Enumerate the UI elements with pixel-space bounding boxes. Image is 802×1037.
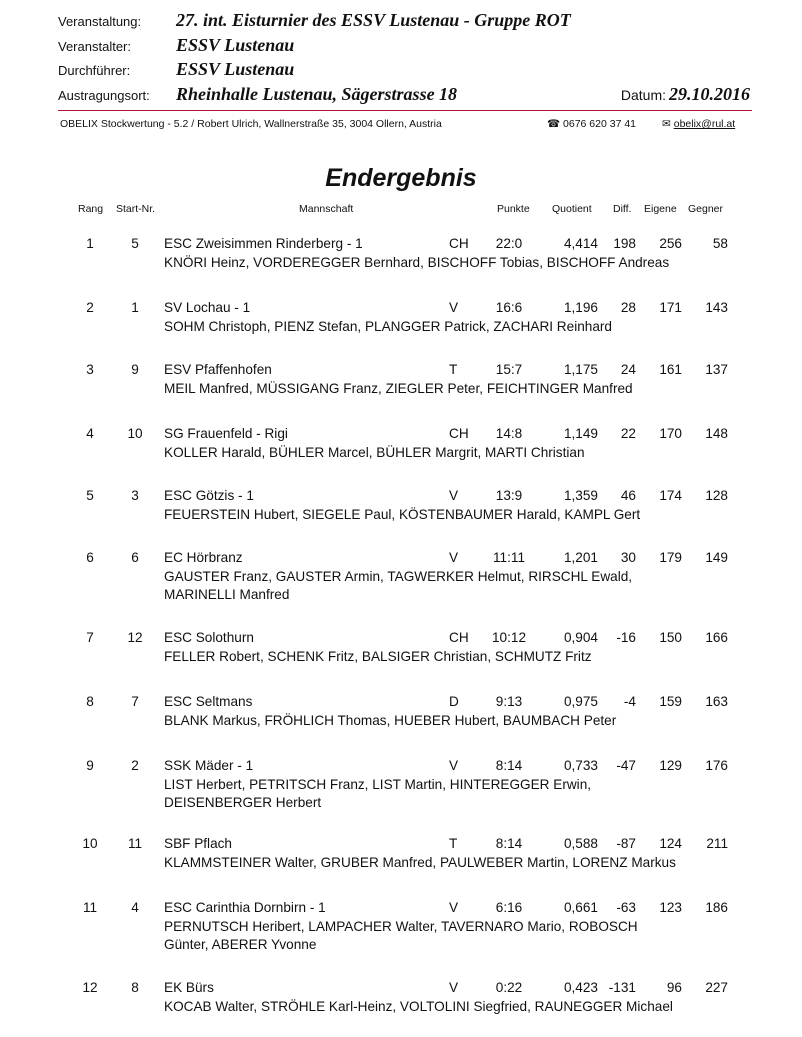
rang: 4	[86, 426, 94, 441]
own-score: 256	[659, 236, 682, 251]
rang: 9	[86, 758, 94, 773]
own-score: 124	[659, 836, 682, 851]
header-divider	[58, 110, 752, 111]
software-credit: OBELIX Stockwertung - 5.2 / Robert Ulrich, Wallnerstraße 35, 3004 Ollern, Austria	[60, 118, 442, 130]
quotient: 1,149	[563, 426, 598, 441]
organizer-value: ESSV Lustenau	[176, 34, 295, 55]
own-score: 171	[659, 300, 682, 315]
player-list: BLANK Markus, FRÖHLICH Thomas, HUEBER Hubert, BAUMBACH Peter	[164, 713, 617, 728]
country: V	[449, 488, 459, 503]
difference: -47	[616, 758, 636, 773]
start-number: 5	[131, 236, 139, 251]
country: V	[449, 980, 459, 995]
start-number: 2	[131, 758, 139, 773]
venue-value: Rheinhalle Lustenau, Sägerstrasse 18	[176, 83, 458, 104]
own-score: 150	[659, 630, 682, 645]
start-number: 9	[131, 362, 139, 377]
rang: 10	[82, 836, 98, 851]
team-name: ESC Zweisimmen Rinderberg - 1	[164, 236, 363, 251]
country: V	[449, 758, 459, 773]
points: 14:8	[495, 426, 523, 441]
difference: -16	[616, 630, 636, 645]
rang: 1	[86, 236, 94, 251]
col-diff: Diff.	[613, 203, 632, 215]
own-score: 129	[659, 758, 682, 773]
opponent-score: 211	[706, 836, 728, 851]
quotient: 0,661	[563, 900, 598, 915]
team-name: EK Bürs	[164, 980, 214, 995]
event-row	[58, 10, 758, 35]
opponent-score: 128	[705, 488, 728, 503]
team-name: ESC Seltmans	[164, 694, 253, 709]
start-number: 7	[131, 694, 139, 709]
country: V	[449, 550, 459, 565]
team-name: SG Frauenfeld - Rigi	[164, 426, 288, 441]
organizer-label: Veranstalter:	[58, 38, 131, 54]
team-name: ESC Carinthia Dornbirn - 1	[164, 900, 326, 915]
email-link[interactable]: obelix@rul.at	[673, 118, 736, 130]
phone-block	[547, 118, 636, 130]
own-score: 123	[659, 900, 682, 915]
difference: 28	[620, 300, 636, 315]
opponent-score: 149	[705, 550, 728, 565]
player-list: KOLLER Harald, BÜHLER Marcel, BÜHLER Margrit, MARTI Christian	[164, 445, 585, 460]
points: 15:7	[495, 362, 523, 377]
own-score: 179	[659, 550, 682, 565]
venue-row	[58, 84, 758, 109]
team-name: ESC Götzis - 1	[164, 488, 254, 503]
player-list: PERNUTSCH Heribert, LAMPACHER Walter, TAVERNARO Mario, ROBOSCH Günter, ABERER Yvonne	[164, 919, 638, 952]
rang: 8	[86, 694, 94, 709]
team-name: SSK Mäder - 1	[164, 758, 254, 773]
col-quotient: Quotient	[552, 203, 592, 215]
team-name: SBF Pflach	[164, 836, 232, 851]
country: T	[449, 836, 458, 851]
difference: -131	[608, 980, 636, 995]
points: 8:14	[495, 758, 523, 773]
country: V	[449, 300, 459, 315]
team-name: ESC Solothurn	[164, 630, 254, 645]
page-title: Endergebnis	[325, 164, 477, 192]
start-number: 10	[127, 426, 143, 441]
points: 8:14	[495, 836, 523, 851]
quotient: 0,588	[563, 836, 598, 851]
start-number: 1	[131, 300, 139, 315]
software-footer	[60, 118, 760, 130]
col-opponent: Gegner	[688, 203, 724, 215]
col-points: Punkte	[497, 203, 530, 215]
own-score: 170	[659, 426, 682, 441]
points: 11:11	[493, 550, 525, 565]
country: V	[449, 900, 459, 915]
player-list: SOHM Christoph, PIENZ Stefan, PLANGGER Patrick, ZACHARI Reinhard	[164, 319, 612, 334]
rang: 5	[86, 488, 94, 503]
team-name: SV Lochau - 1	[164, 300, 251, 315]
player-list: FEUERSTEIN Hubert, SIEGELE Paul, KÖSTENBAUMER Harald, KAMPL Gert	[164, 507, 641, 522]
quotient: 0,904	[563, 630, 598, 645]
host-label: Durchführer:	[58, 63, 131, 78]
team-name: ESV Pfaffenhofen	[164, 362, 272, 377]
own-score: 174	[659, 488, 682, 503]
start-number: 3	[131, 488, 139, 503]
start-number: 4	[131, 900, 139, 915]
own-score: 161	[659, 362, 682, 377]
quotient: 4,414	[563, 236, 598, 251]
player-list: KOCAB Walter, STRÖHLE Karl-Heinz, VOLTOLINI Siegfried, RAUNEGGER Michael	[164, 999, 673, 1014]
difference: 24	[620, 362, 636, 377]
col-rang: Rang	[78, 203, 104, 215]
date-value: 29.10.2016	[669, 83, 750, 104]
envelope-icon: ✉	[662, 118, 671, 130]
difference: -4	[623, 694, 636, 709]
difference: -63	[616, 900, 636, 915]
opponent-score: 166	[705, 630, 728, 645]
points: 13:9	[495, 488, 523, 503]
col-start: Start-Nr.	[116, 203, 156, 215]
quotient: 1,175	[563, 362, 598, 377]
phone-icon: ☎	[547, 118, 561, 130]
points: 10:12	[491, 630, 527, 645]
player-list: FELLER Robert, SCHENK Fritz, BALSIGER Christian, SCHMUTZ Fritz	[164, 649, 592, 664]
date-label: Datum:	[620, 86, 666, 103]
country: CH	[449, 426, 469, 441]
country: T	[449, 362, 458, 377]
country: CH	[449, 630, 469, 645]
opponent-score: 176	[705, 758, 728, 773]
difference: 22	[620, 426, 636, 441]
opponent-score: 143	[705, 300, 728, 315]
own-score: 159	[659, 694, 682, 709]
quotient: 1,196	[563, 300, 598, 315]
organizer-row	[58, 35, 758, 60]
player-list: KLAMMSTEINER Walter, GRUBER Manfred, PAULWEBER Martin, LORENZ Markus	[164, 855, 676, 870]
start-number: 8	[131, 980, 139, 995]
host-row	[58, 59, 758, 84]
opponent-score: 58	[712, 236, 728, 251]
date-block	[621, 84, 750, 105]
rang: 11	[82, 900, 98, 915]
rang: 7	[86, 630, 94, 645]
opponent-score: 186	[705, 900, 728, 915]
phone-number: 0676 620 37 41	[563, 118, 637, 130]
player-list: GAUSTER Franz, GAUSTER Armin, TAGWERKER Helmut, RIRSCHL Ewald, MARINELLI Manfred	[164, 569, 633, 602]
difference: 46	[620, 488, 636, 503]
player-list: KNÖRI Heinz, VORDEREGGER Bernhard, BISCHOFF Tobias, BISCHOFF Andreas	[164, 255, 670, 270]
rang: 6	[86, 550, 94, 565]
opponent-score: 148	[705, 426, 728, 441]
rang: 12	[82, 980, 98, 995]
country: CH	[449, 236, 469, 251]
quotient: 1,201	[563, 550, 598, 565]
start-number: 6	[131, 550, 139, 565]
team-name: EC Hörbranz	[164, 550, 243, 565]
points: 9:13	[495, 694, 523, 709]
email-block	[662, 118, 735, 130]
player-list: MEIL Manfred, MÜSSIGANG Franz, ZIEGLER Peter, FEICHTINGER Manfred	[164, 381, 633, 396]
opponent-score: 163	[705, 694, 728, 709]
quotient: 1,359	[563, 488, 598, 503]
event-label: Veranstaltung:	[58, 14, 142, 29]
own-score: 96	[666, 980, 682, 995]
rang: 2	[86, 300, 94, 315]
opponent-score: 137	[705, 362, 728, 377]
opponent-score: 227	[705, 980, 728, 995]
start-number: 11	[127, 836, 143, 851]
difference: 30	[620, 550, 636, 565]
start-number: 12	[127, 630, 143, 645]
quotient: 0,733	[563, 758, 598, 773]
venue-label: Austragungsort:	[58, 87, 150, 103]
country: D	[449, 694, 459, 709]
points: 16:6	[495, 300, 523, 315]
col-team: Mannschaft	[299, 203, 354, 215]
quotient: 0,423	[563, 980, 598, 995]
difference: -87	[616, 836, 636, 851]
player-list: LIST Herbert, PETRITSCH Franz, LIST Martin, HINTEREGGER Erwin, DEISENBERGER Herbert	[164, 777, 592, 810]
host-value: ESSV Lustenau	[176, 59, 295, 79]
event-value: 27. int. Eisturnier des ESSV Lustenau - Gruppe ROT	[176, 10, 571, 30]
difference: 198	[613, 236, 636, 251]
quotient: 0,975	[563, 694, 598, 709]
points: 6:16	[495, 900, 523, 915]
points: 22:0	[495, 236, 523, 251]
event-header	[58, 10, 758, 108]
points: 0:22	[495, 980, 523, 995]
rang: 3	[86, 362, 94, 377]
col-own: Eigene	[644, 203, 677, 215]
